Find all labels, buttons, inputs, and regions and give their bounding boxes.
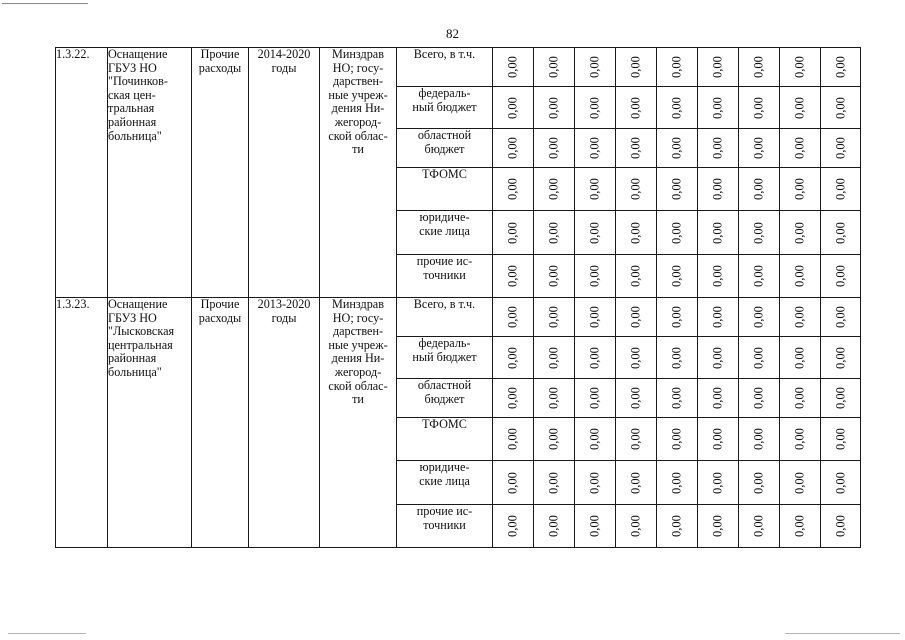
amount-value: 0,00	[505, 515, 520, 537]
amount-value: 0,00	[710, 387, 725, 409]
value-cell	[534, 379, 575, 418]
value-cell	[657, 418, 698, 461]
value-cell	[698, 168, 739, 211]
value-cell	[739, 505, 780, 548]
value-cell	[821, 87, 861, 129]
amount-value: 0,00	[587, 178, 602, 200]
value-cell	[739, 87, 780, 129]
amount-value: 0,00	[587, 306, 602, 328]
responsible-cell-text: Минздрав НО; госу- дарствен- ные учреж- дения Ни- жегород- ской облас- ти	[328, 47, 388, 157]
amount-value: 0,00	[710, 221, 725, 244]
value-cell	[780, 298, 821, 337]
value-cell	[698, 129, 739, 168]
amount-value: 0,00	[669, 387, 684, 409]
value-cell	[534, 48, 575, 87]
scan-artifact-top	[2, 3, 88, 4]
value-cell	[739, 255, 780, 298]
amount-value: 0,00	[833, 137, 847, 159]
value-cell	[698, 418, 739, 461]
amount-value: 0,00	[833, 428, 847, 450]
value-cell	[534, 461, 575, 505]
value-cell	[780, 48, 821, 87]
expense-type-cell	[192, 48, 249, 298]
amount-value: 0,00	[833, 346, 847, 369]
value-cell	[780, 168, 821, 211]
page-number: 82	[446, 26, 459, 41]
funding-source-label: прочие ис- точники	[416, 504, 473, 532]
amount-value: 0,00	[505, 471, 520, 494]
amount-value: 0,00	[710, 137, 725, 159]
funding-source-cell	[397, 461, 493, 505]
amount-value: 0,00	[505, 428, 520, 450]
value-cell	[493, 298, 534, 337]
amount-value: 0,00	[792, 387, 807, 409]
value-cell	[575, 48, 616, 87]
amount-value: 0,00	[710, 265, 725, 287]
value-cell	[575, 129, 616, 168]
funding-source-cell	[397, 379, 493, 418]
value-cell	[616, 298, 657, 337]
value-cell	[821, 337, 861, 379]
amount-value: 0,00	[546, 346, 561, 369]
amount-value: 0,00	[628, 137, 643, 159]
value-cell	[493, 418, 534, 461]
amount-value: 0,00	[546, 306, 561, 328]
amount-value: 0,00	[587, 137, 602, 159]
amount-value: 0,00	[792, 515, 807, 537]
amount-value: 0,00	[751, 515, 766, 537]
scan-artifact-bottom-left	[8, 633, 86, 634]
funding-source-cell	[397, 87, 493, 129]
value-cell	[616, 379, 657, 418]
value-cell	[616, 418, 657, 461]
value-cell	[821, 379, 861, 418]
funding-source-label: ТФОМС	[422, 417, 467, 431]
funding-source-label: областной бюджет	[417, 128, 472, 156]
budget-table	[55, 47, 861, 548]
expense-type-cell-text: Прочие расходы	[198, 297, 242, 325]
value-cell	[657, 379, 698, 418]
value-cell	[575, 461, 616, 505]
amount-value: 0,00	[505, 346, 520, 369]
amount-value: 0,00	[587, 387, 602, 409]
amount-value: 0,00	[505, 56, 520, 78]
amount-value: 0,00	[669, 221, 684, 244]
funding-source-label: прочие ис- точники	[416, 254, 473, 282]
value-cell	[575, 298, 616, 337]
amount-value: 0,00	[792, 96, 807, 119]
value-cell	[698, 255, 739, 298]
value-cell	[698, 87, 739, 129]
value-cell	[780, 129, 821, 168]
amount-value: 0,00	[587, 265, 602, 287]
amount-value: 0,00	[546, 515, 561, 537]
item-name-cell	[108, 48, 192, 298]
value-cell	[534, 211, 575, 255]
amount-value: 0,00	[792, 306, 807, 328]
amount-value: 0,00	[505, 221, 520, 244]
value-cell	[657, 461, 698, 505]
amount-value: 0,00	[792, 56, 807, 78]
amount-value: 0,00	[751, 428, 766, 450]
value-cell	[616, 48, 657, 87]
value-cell	[821, 461, 861, 505]
amount-value: 0,00	[505, 306, 520, 328]
amount-value: 0,00	[546, 178, 561, 200]
responsible-cell	[320, 48, 397, 298]
amount-value: 0,00	[792, 178, 807, 200]
value-cell	[493, 87, 534, 129]
value-cell	[739, 48, 780, 87]
value-cell	[575, 255, 616, 298]
amount-value: 0,00	[751, 387, 766, 409]
value-cell	[616, 87, 657, 129]
funding-source-cell	[397, 505, 493, 548]
amount-value: 0,00	[587, 471, 602, 494]
value-cell	[493, 505, 534, 548]
value-cell	[493, 48, 534, 87]
amount-value: 0,00	[833, 387, 847, 409]
value-cell	[616, 337, 657, 379]
amount-value: 0,00	[669, 178, 684, 200]
amount-value: 0,00	[505, 96, 520, 119]
value-cell	[616, 168, 657, 211]
value-cell	[493, 461, 534, 505]
amount-value: 0,00	[546, 387, 561, 409]
amount-value: 0,00	[628, 428, 643, 450]
amount-value: 0,00	[546, 56, 561, 78]
amount-value: 0,00	[505, 137, 520, 159]
amount-value: 0,00	[546, 265, 561, 287]
amount-value: 0,00	[792, 428, 807, 450]
table-body	[56, 48, 861, 548]
amount-value: 0,00	[669, 137, 684, 159]
value-cell	[575, 505, 616, 548]
value-cell	[821, 168, 861, 211]
funding-source-label: федераль- ный бюджет	[412, 336, 477, 364]
item-number-cell-text: 1.3.22.	[56, 47, 90, 61]
value-cell	[739, 129, 780, 168]
value-cell	[657, 48, 698, 87]
item-number-cell-text: 1.3.23.	[56, 297, 90, 311]
amount-value: 0,00	[751, 306, 766, 328]
value-cell	[698, 505, 739, 548]
value-cell	[698, 298, 739, 337]
responsible-cell-text: Минздрав НО; госу- дарствен- ные учреж- дения Ни- жегород- ской облас- ти	[328, 297, 388, 407]
funding-source-cell	[397, 211, 493, 255]
amount-value: 0,00	[669, 265, 684, 287]
amount-value: 0,00	[710, 346, 725, 369]
amount-value: 0,00	[628, 387, 643, 409]
value-cell	[575, 337, 616, 379]
amount-value: 0,00	[628, 96, 643, 119]
amount-value: 0,00	[751, 471, 766, 494]
amount-value: 0,00	[751, 56, 766, 78]
value-cell	[657, 505, 698, 548]
period-cell	[249, 48, 320, 298]
funding-source-cell	[397, 255, 493, 298]
amount-value: 0,00	[751, 221, 766, 244]
amount-value: 0,00	[669, 96, 684, 119]
value-cell	[698, 379, 739, 418]
value-cell	[780, 337, 821, 379]
amount-value: 0,00	[710, 96, 725, 119]
amount-value: 0,00	[792, 471, 807, 494]
value-cell	[821, 211, 861, 255]
value-cell	[534, 505, 575, 548]
amount-value: 0,00	[710, 56, 725, 78]
value-cell	[493, 379, 534, 418]
value-cell	[493, 168, 534, 211]
amount-value: 0,00	[587, 96, 602, 119]
item-number-cell	[56, 298, 108, 548]
funding-source-cell	[397, 48, 493, 87]
value-cell	[780, 379, 821, 418]
value-cell	[534, 129, 575, 168]
value-cell	[698, 48, 739, 87]
amount-value: 0,00	[751, 137, 766, 159]
amount-value: 0,00	[628, 515, 643, 537]
amount-value: 0,00	[505, 387, 520, 409]
value-cell	[575, 87, 616, 129]
table-row	[56, 48, 861, 87]
value-cell	[534, 298, 575, 337]
amount-value: 0,00	[628, 221, 643, 244]
amount-value: 0,00	[546, 96, 561, 119]
value-cell	[780, 461, 821, 505]
amount-value: 0,00	[751, 96, 766, 119]
amount-value: 0,00	[751, 265, 766, 287]
value-cell	[821, 505, 861, 548]
value-cell	[739, 337, 780, 379]
amount-value: 0,00	[751, 346, 766, 369]
amount-value: 0,00	[628, 306, 643, 328]
item-number-cell	[56, 48, 108, 298]
amount-value: 0,00	[546, 471, 561, 494]
amount-value: 0,00	[833, 265, 847, 287]
funding-source-cell	[397, 418, 493, 461]
amount-value: 0,00	[669, 515, 684, 537]
funding-source-cell	[397, 129, 493, 168]
responsible-cell	[320, 298, 397, 548]
amount-value: 0,00	[669, 346, 684, 369]
amount-value: 0,00	[710, 515, 725, 537]
amount-value: 0,00	[587, 56, 602, 78]
value-cell	[493, 255, 534, 298]
amount-value: 0,00	[628, 178, 643, 200]
amount-value: 0,00	[833, 96, 847, 119]
amount-value: 0,00	[710, 178, 725, 200]
amount-value: 0,00	[792, 265, 807, 287]
funding-source-label: областной бюджет	[417, 378, 472, 406]
value-cell	[780, 87, 821, 129]
value-cell	[739, 379, 780, 418]
amount-value: 0,00	[628, 471, 643, 494]
value-cell	[739, 298, 780, 337]
amount-value: 0,00	[546, 428, 561, 450]
value-cell	[657, 87, 698, 129]
value-cell	[575, 168, 616, 211]
value-cell	[534, 87, 575, 129]
value-cell	[493, 337, 534, 379]
amount-value: 0,00	[546, 221, 561, 244]
value-cell	[780, 418, 821, 461]
amount-value: 0,00	[833, 221, 847, 244]
table-row	[56, 298, 861, 337]
value-cell	[616, 255, 657, 298]
value-cell	[780, 255, 821, 298]
item-name-cell-text: Оснащение ГБУЗ НО "Лысковская центральная районная больница"	[108, 297, 175, 379]
amount-value: 0,00	[792, 346, 807, 369]
funding-source-label: юридиче- ские лица	[419, 210, 470, 238]
amount-value: 0,00	[669, 56, 684, 78]
period-cell	[249, 298, 320, 548]
amount-value: 0,00	[628, 56, 643, 78]
value-cell	[657, 168, 698, 211]
value-cell	[821, 48, 861, 87]
funding-source-label: юридиче- ские лица	[419, 460, 470, 488]
amount-value: 0,00	[669, 306, 684, 328]
funding-source-label: Всего, в т.ч.	[413, 297, 476, 311]
value-cell	[575, 211, 616, 255]
amount-value: 0,00	[710, 306, 725, 328]
value-cell	[657, 129, 698, 168]
value-cell	[698, 461, 739, 505]
value-cell	[534, 337, 575, 379]
value-cell	[493, 211, 534, 255]
value-cell	[657, 255, 698, 298]
value-cell	[739, 211, 780, 255]
value-cell	[575, 418, 616, 461]
value-cell	[780, 211, 821, 255]
value-cell	[534, 168, 575, 211]
amount-value: 0,00	[833, 306, 847, 328]
amount-value: 0,00	[505, 178, 520, 200]
period-cell-text: 2013-2020 годы	[257, 297, 311, 325]
amount-value: 0,00	[792, 221, 807, 244]
value-cell	[739, 418, 780, 461]
period-cell-text: 2014-2020 годы	[257, 47, 311, 75]
scan-artifact-bottom-right	[785, 633, 900, 634]
value-cell	[780, 505, 821, 548]
expense-type-cell	[192, 298, 249, 548]
value-cell	[657, 337, 698, 379]
funding-source-label: ТФОМС	[422, 167, 467, 181]
amount-value: 0,00	[669, 471, 684, 494]
value-cell	[534, 418, 575, 461]
value-cell	[616, 461, 657, 505]
funding-source-cell	[397, 168, 493, 211]
amount-value: 0,00	[833, 515, 847, 537]
amount-value: 0,00	[833, 56, 847, 78]
amount-value: 0,00	[546, 137, 561, 159]
value-cell	[657, 298, 698, 337]
value-cell	[698, 337, 739, 379]
amount-value: 0,00	[710, 471, 725, 494]
value-cell	[739, 168, 780, 211]
funding-source-cell	[397, 337, 493, 379]
item-name-cell-text: Оснащение ГБУЗ НО "Починков- ская цен- тральная районная больница"	[108, 47, 168, 143]
value-cell	[698, 211, 739, 255]
amount-value: 0,00	[833, 471, 847, 494]
expense-type-cell-text: Прочие расходы	[198, 47, 242, 75]
value-cell	[739, 461, 780, 505]
amount-value: 0,00	[792, 137, 807, 159]
amount-value: 0,00	[669, 428, 684, 450]
amount-value: 0,00	[751, 178, 766, 200]
value-cell	[493, 129, 534, 168]
value-cell	[821, 418, 861, 461]
amount-value: 0,00	[628, 346, 643, 369]
funding-source-label: Всего, в т.ч.	[413, 47, 476, 61]
value-cell	[616, 129, 657, 168]
value-cell	[821, 255, 861, 298]
funding-source-label: федераль- ный бюджет	[412, 86, 477, 114]
value-cell	[821, 298, 861, 337]
value-cell	[657, 211, 698, 255]
amount-value: 0,00	[587, 428, 602, 450]
item-name-cell	[108, 298, 192, 548]
amount-value: 0,00	[710, 428, 725, 450]
amount-value: 0,00	[587, 221, 602, 244]
value-cell	[616, 505, 657, 548]
amount-value: 0,00	[628, 265, 643, 287]
value-cell	[821, 129, 861, 168]
amount-value: 0,00	[587, 515, 602, 537]
value-cell	[575, 379, 616, 418]
value-cell	[616, 211, 657, 255]
funding-source-cell	[397, 298, 493, 337]
value-cell	[534, 255, 575, 298]
amount-value: 0,00	[505, 265, 520, 287]
amount-value: 0,00	[833, 178, 847, 200]
amount-value: 0,00	[587, 346, 602, 369]
